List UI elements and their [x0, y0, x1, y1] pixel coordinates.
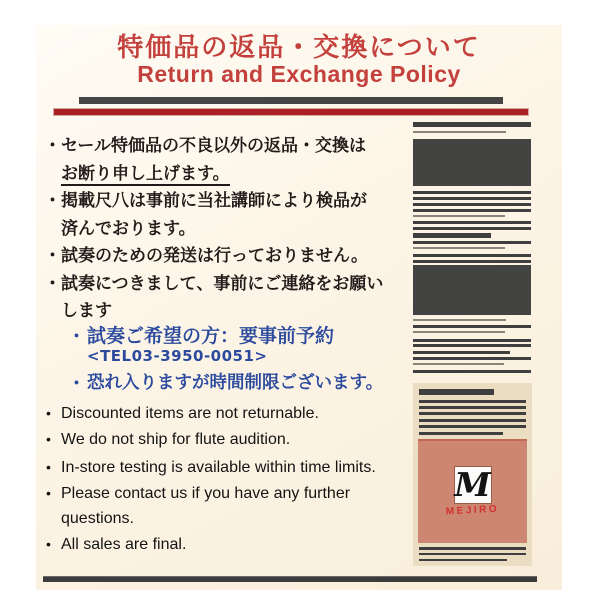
text-line-placeholder — [413, 131, 506, 133]
divider-bar-red — [53, 108, 529, 116]
policy-item-en: • Please contact us if you have any further questions. — [44, 481, 422, 532]
mejiro-logo-box — [454, 466, 492, 504]
text-line-placeholder — [413, 122, 531, 127]
text-line-placeholder — [413, 215, 505, 217]
policy-item-en: • All sales are final. — [44, 532, 422, 558]
policy-item-text: 掲載尺八は事前に当社講師により検品が — [61, 191, 367, 211]
page-title-english: Return and Exchange Policy — [137, 61, 461, 87]
policy-item-no-shipping — [44, 243, 416, 271]
policy-item-text: 試奏につきまして、事前にご連絡をお願い — [61, 273, 384, 294]
text-line-placeholder — [413, 191, 531, 194]
policy-item-no-returns — [44, 133, 416, 188]
text-line-placeholder — [413, 203, 531, 206]
text-line-placeholder — [413, 344, 531, 347]
text-line-placeholder — [413, 241, 531, 244]
text-line-placeholder — [419, 553, 526, 556]
policy-item-text: します — [61, 301, 112, 321]
image-placeholder — [413, 139, 531, 186]
text-line-placeholder — [413, 227, 531, 230]
text-line-placeholder — [419, 412, 526, 415]
policy-item-en: • We do not ship for flute audition. — [44, 427, 422, 453]
divider-bar-gray — [79, 97, 503, 104]
page-title-japanese: 特価品の返品・交換について — [117, 33, 481, 63]
text-line-placeholder — [413, 331, 505, 333]
policy-item-text: 試奏のための発送は行っておりません。 — [61, 246, 369, 266]
policy-list-japanese — [44, 133, 416, 326]
image-placeholder — [413, 265, 531, 315]
text-line-placeholder — [413, 339, 531, 342]
text-line-placeholder — [413, 221, 531, 224]
brand-name: MEJIRO — [445, 503, 500, 518]
heading-placeholder — [413, 233, 491, 238]
text-line-placeholder — [413, 357, 531, 360]
text-line-placeholder — [413, 209, 531, 212]
text-line-placeholder — [419, 559, 507, 562]
policy-item-en: • Discounted items are not returnable. — [44, 401, 422, 427]
text-line-placeholder — [413, 254, 531, 257]
text-line-placeholder — [413, 197, 531, 200]
logo-background — [418, 439, 527, 543]
reservation-note: ・ 試奏ご希望の方：要事前予約 — [68, 321, 334, 348]
text-line-placeholder — [419, 419, 526, 422]
logo-panel — [413, 383, 532, 566]
text-line-placeholder — [419, 547, 526, 550]
text-line-placeholder — [419, 425, 526, 428]
mejiro-monogram-icon: M — [454, 464, 491, 504]
footer-divider-bar — [43, 576, 537, 582]
text-line-placeholder — [419, 400, 526, 403]
time-limit-note: ・ 恐れ入りますが時間制限ございます。 — [68, 369, 383, 394]
phone-number: <TEL03-3950-0051> — [87, 347, 268, 365]
text-line-placeholder — [413, 247, 505, 249]
policy-item-text: セール特価品の不良以外の返品・交換は — [61, 136, 366, 156]
policy-list-english — [44, 401, 422, 557]
policy-item-inspected — [44, 188, 416, 243]
text-line-placeholder — [413, 325, 531, 328]
text-line-placeholder — [413, 370, 531, 373]
article-preview-column — [413, 120, 531, 376]
text-line-placeholder — [413, 319, 506, 321]
policy-item-contact — [44, 271, 416, 326]
text-line-placeholder — [419, 432, 503, 435]
policy-item-text: 済んでおります。 — [61, 218, 196, 239]
heading-placeholder — [419, 389, 494, 395]
text-line-placeholder — [413, 260, 531, 263]
policy-item-text-underlined: お断り申し上げます。 — [61, 163, 230, 184]
policy-item-en: • In-store testing is available within time limits. — [44, 455, 422, 481]
text-line-placeholder — [413, 363, 504, 365]
text-line-placeholder — [413, 351, 510, 354]
text-line-placeholder — [419, 406, 526, 409]
